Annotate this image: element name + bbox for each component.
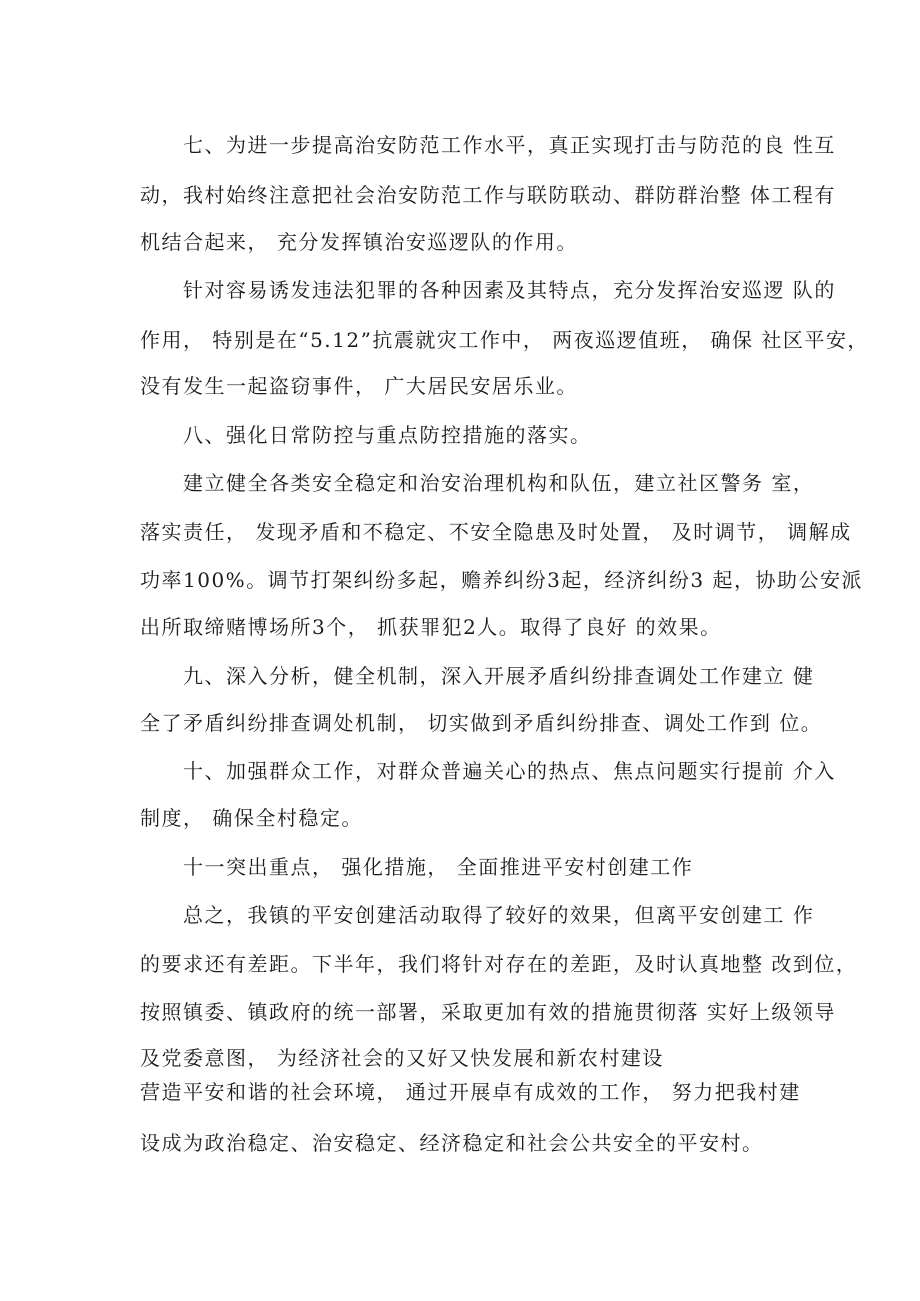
paragraph-line: 出所取缔赌博场所3个， 抓获罪犯2人。取得了良好 的效果。 [140, 615, 722, 639]
paragraph-line: 动，我村始终注意把社会治安防范工作与联防联动、群防群治整 体工程有 [140, 183, 836, 207]
paragraph-line: 及党委意图， 为经济社会的又好又快发展和新农村建设 [140, 1046, 664, 1070]
paragraph-line: 按照镇委、镇政府的统一部署，采取更加有效的措施贯彻落 实好上级领导 [140, 1000, 836, 1024]
paragraph-line: 建立健全各类安全稳定和治安治理机构和队伍，建立社区警务 室， [183, 471, 815, 495]
paragraph-line: 的要求还有差距。下半年，我们将针对存在的差距，及时认真地整 改到位， [140, 952, 858, 976]
paragraph-line: 九、深入分析，健全机制，深入开展矛盾纠纷排查调处工作建立 健 [183, 664, 815, 688]
paragraph-line: 十、加强群众工作，对群众普遍关心的热点、焦点问题实行提前 介入 [183, 759, 836, 783]
paragraph-line: 设成为政治稳定、治安稳定、经济稳定和社会公共安全的平安村。 [140, 1131, 764, 1155]
paragraph-line: 机结合起来， 充分发挥镇治安巡逻队的作用。 [140, 230, 578, 254]
section-heading: 十一突出重点， 强化措施， 全面推进平安村创建工作 [183, 855, 694, 879]
paragraph-line: 针对容易诱发违法犯罪的各种因素及其特点，充分发挥治安巡逻 队的 [183, 278, 836, 302]
paragraph-line: 没有发生一起盗窃事件， 广大居民安居乐业。 [140, 374, 578, 398]
paragraph-line: 七、为进一步提高治安防范工作水平，真正实现打击与防范的良 性互 [183, 133, 836, 157]
paragraph-line: 作用， 特别是在“5.12”抗震就灾工作中， 两夜巡逻值班， 确保 社区平安， [140, 328, 869, 352]
paragraph-line: 全了矛盾纠纷排查调处机制， 切实做到矛盾纠纷排查、调处工作到 位。 [140, 711, 823, 735]
paragraph-line: 总之，我镇的平安创建活动取得了较好的效果，但离平安创建工 作 [183, 903, 815, 927]
paragraph-line: 落实责任， 发现矛盾和不稳定、不安全隐患及时处置， 及时调节， 调解成 [140, 520, 852, 544]
paragraph-line: 营造平安和谐的社会环境， 通过开展卓有成效的工作， 努力把我村建 [140, 1080, 801, 1104]
paragraph-line: 功率100%。调节打架纠纷多起，赡养纠纷3起，经济纠纷3 起，协助公安派 [140, 568, 863, 592]
paragraph-line: 制度， 确保全村稳定。 [140, 806, 363, 830]
section-heading: 八、强化日常防控与重点防控措施的落实。 [183, 423, 592, 447]
